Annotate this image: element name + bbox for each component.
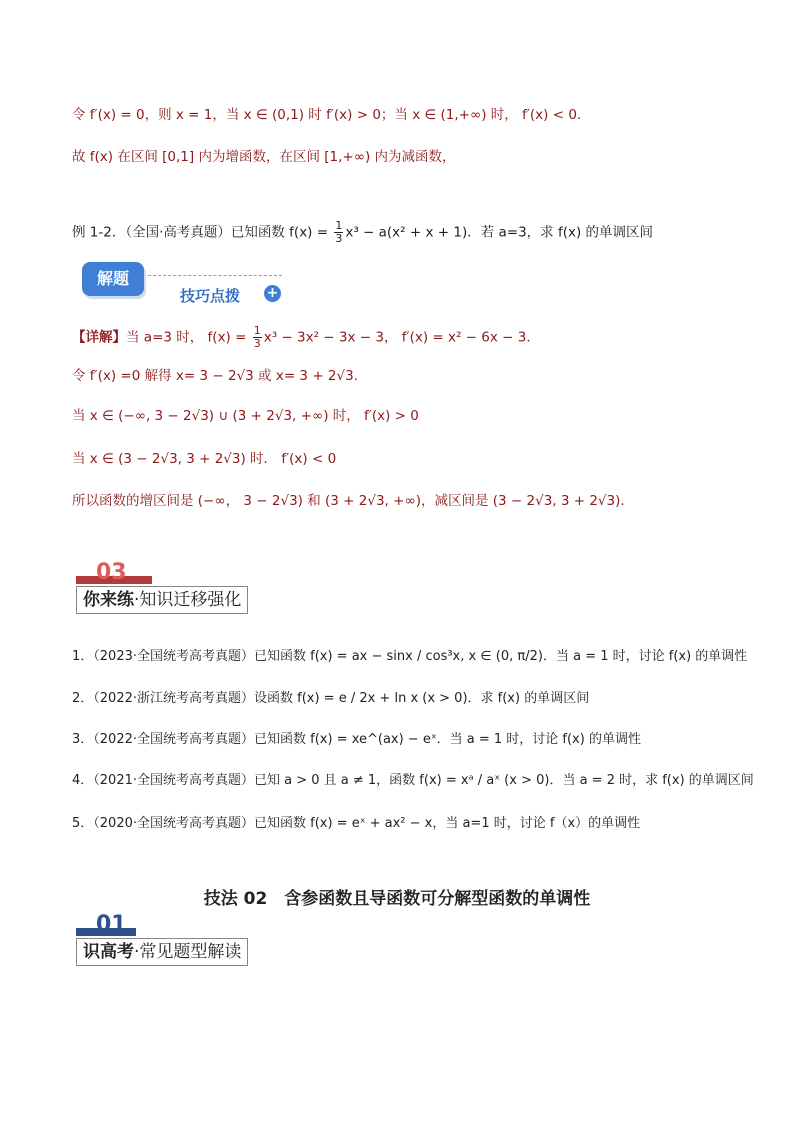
section-title-box <box>76 938 248 966</box>
solution-line: 当 x ∈ (3 − 2√3, 3 + 2√3) 时． f′(x) < 0 <box>72 451 337 467</box>
solution-badge: 解题 <box>82 262 144 296</box>
solution-text: 当 a=3 时， f(x) = <box>126 329 251 346</box>
fraction-bottom: 3 <box>253 337 261 350</box>
section-title-rest: ·知识迁移强化 <box>134 590 242 610</box>
solution-line: 令 f′(x) =0 解得 x= 3 − 2√3 或 x= 3 + 2√3． <box>72 368 368 384</box>
solution-line <box>72 325 540 350</box>
fraction <box>253 325 262 350</box>
example-suffix: x³ − a(x² + x + 1)．若 a=3，求 f(x) 的单调区间 <box>345 224 654 241</box>
section-title-strong: 你来练 <box>83 590 134 610</box>
section-title-box <box>76 586 248 614</box>
plus-icon: + <box>264 285 281 302</box>
solution-line: 所以函数的增区间是 (−∞， 3 − 2√3) 和 (3 + 2√3, +∞)，减区间是 (3 − 2√3, 3 + 2√3)． <box>72 493 634 509</box>
section-title-strong: 识高考 <box>83 942 134 962</box>
example-question <box>72 220 653 245</box>
dashed-divider <box>148 275 282 276</box>
fraction-top: 1 <box>335 219 343 232</box>
problem-item: 2．（2022·浙江统考高考真题）设函数 f(x) = e / 2x + ln x (x > 0)．求 f(x) 的单调区间 <box>72 691 590 706</box>
fraction-bottom: 3 <box>335 232 343 245</box>
section-number: 01 <box>96 912 127 937</box>
section-number: 03 <box>96 560 127 585</box>
example-prefix: 例 1-2．（全国·高考真题）已知函数 f(x) = <box>72 224 333 241</box>
tip-label: 技巧点拨 <box>180 287 241 305</box>
detail-tag: 【详解】 <box>72 329 126 346</box>
section-title-rest: ·常见题型解读 <box>134 942 242 962</box>
technique-title: 技法 02 含参函数且导函数可分解型函数的单调性 <box>203 889 591 909</box>
fraction-top: 1 <box>253 324 261 337</box>
text-line: 故 f(x) 在区间 [0,1] 内为增函数，在区间 [1,+∞) 内为减函数， <box>72 149 456 165</box>
solution-text: x³ − 3x² − 3x − 3， f′(x) = x² − 6x − 3． <box>263 329 540 346</box>
solution-line: 当 x ∈ (−∞, 3 − 2√3) ∪ (3 + 2√3, +∞) 时， f′(x) > 0 <box>72 408 419 424</box>
problem-item: 1．（2023·全国统考高考真题）已知函数 f(x) = ax − sinx / cos³x, x ∈ (0, π/2)．当 a = 1 时，讨论 f(x) 的单调性 <box>72 649 748 664</box>
fraction <box>334 220 343 245</box>
problem-item: 3．（2022·全国统考高考真题）已知函数 f(x) = xe^(ax) − eˣ．当 a = 1 时，讨论 f(x) 的单调性 <box>72 732 641 747</box>
problem-item: 4．（2021·全国统考高考真题）已知 a > 0 且 a ≠ 1，函数 f(x) = xᵃ / aˣ (x > 0)．当 a = 2 时，求 f(x) 的单调区间 <box>72 773 754 788</box>
text-line: 令 f′(x) = 0，则 x = 1，当 x ∈ (0,1) 时 f′(x) > 0；当 x ∈ (1,+∞) 时， f′(x) < 0． <box>72 107 591 123</box>
problem-item: 5．（2020·全国统考高考真题）已知函数 f(x) = eˣ + ax² − x，当 a=1 时，讨论 f（x）的单调性 <box>72 816 641 831</box>
